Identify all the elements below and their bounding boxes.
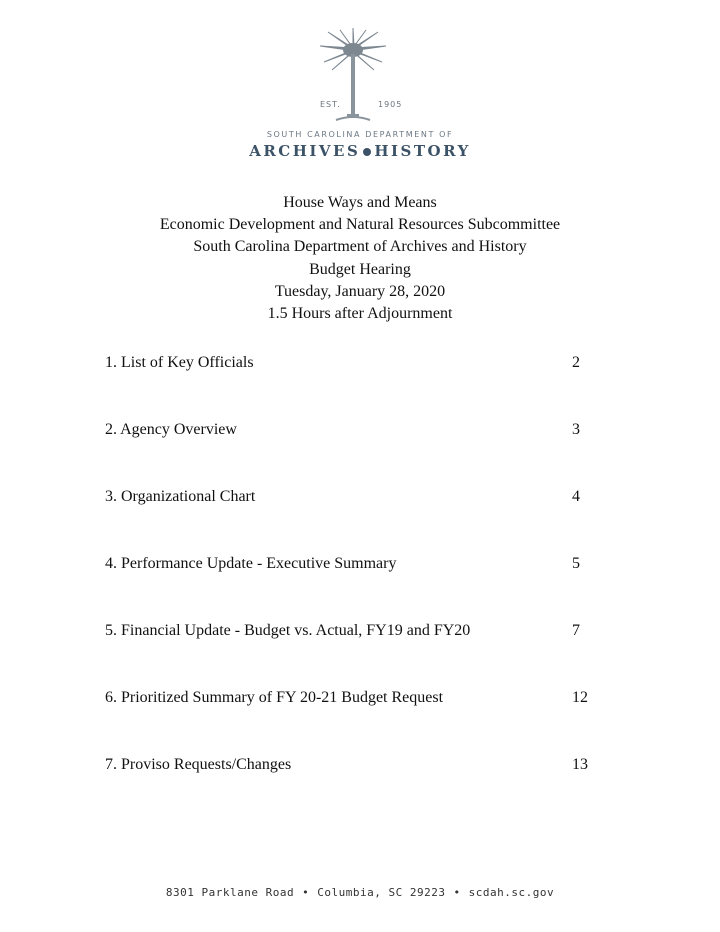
- bullet-icon: •: [302, 886, 310, 899]
- hearing-header: [0, 192, 720, 325]
- toc-item-title: 7. Proviso Requests/Changes: [105, 756, 292, 773]
- footer-website: scdah.sc.gov: [468, 886, 555, 899]
- toc-item: [105, 421, 625, 443]
- toc-item: [105, 689, 625, 711]
- footer-city: Columbia, SC 29223: [317, 886, 446, 899]
- agency-title: South Carolina Department of Archives and History: [193, 238, 527, 256]
- separator-dot-icon: [363, 148, 371, 156]
- footer-address: 8301 Parklane Road: [165, 886, 295, 899]
- committee-title: House Ways and Means: [283, 194, 437, 211]
- toc-item-page: 4: [572, 488, 580, 505]
- established-row: [300, 100, 420, 116]
- department-name-left: ARCHIVES: [249, 142, 361, 160]
- established-label: EST.: [320, 100, 341, 109]
- toc-item: [105, 555, 625, 577]
- established-year: 1905: [378, 100, 403, 109]
- toc-item: [105, 488, 625, 510]
- toc-item-page: 13: [572, 756, 588, 773]
- subcommittee-title: Economic Development and Natural Resources Subcommittee: [159, 216, 561, 234]
- toc-item-title: 6. Prioritized Summary of FY 20-21 Budget Request: [105, 689, 444, 706]
- page-footer: [0, 886, 720, 899]
- agency-logo: [0, 0, 720, 170]
- department-name: [0, 142, 720, 160]
- toc-item-page: 3: [572, 421, 580, 438]
- toc-item-page: 7: [572, 622, 580, 639]
- toc-item-page: 12: [572, 689, 588, 706]
- toc-item-title: 5. Financial Update - Budget vs. Actual, FY19 and FY20: [105, 622, 471, 639]
- department-line: SOUTH CAROLINA DEPARTMENT OF: [266, 130, 454, 139]
- toc-item: [105, 756, 625, 778]
- toc-item-title: 1. List of Key Officials: [105, 354, 254, 371]
- toc-item: [105, 354, 625, 376]
- toc-item: [105, 622, 625, 644]
- department-name-right: HISTORY: [374, 142, 471, 160]
- toc-item-title: 3. Organizational Chart: [105, 488, 256, 505]
- hearing-time: 1.5 Hours after Adjournment: [267, 305, 453, 323]
- toc-item-title: 4. Performance Update - Executive Summary: [105, 555, 397, 572]
- hearing-date: Tuesday, January 28, 2020: [274, 282, 446, 300]
- toc-item-page: 2: [572, 354, 580, 371]
- bullet-icon: •: [453, 886, 461, 899]
- hearing-title: Budget Hearing: [309, 260, 411, 278]
- toc-item-page: 5: [572, 555, 580, 572]
- toc-item-title: 2. Agency Overview: [105, 421, 237, 438]
